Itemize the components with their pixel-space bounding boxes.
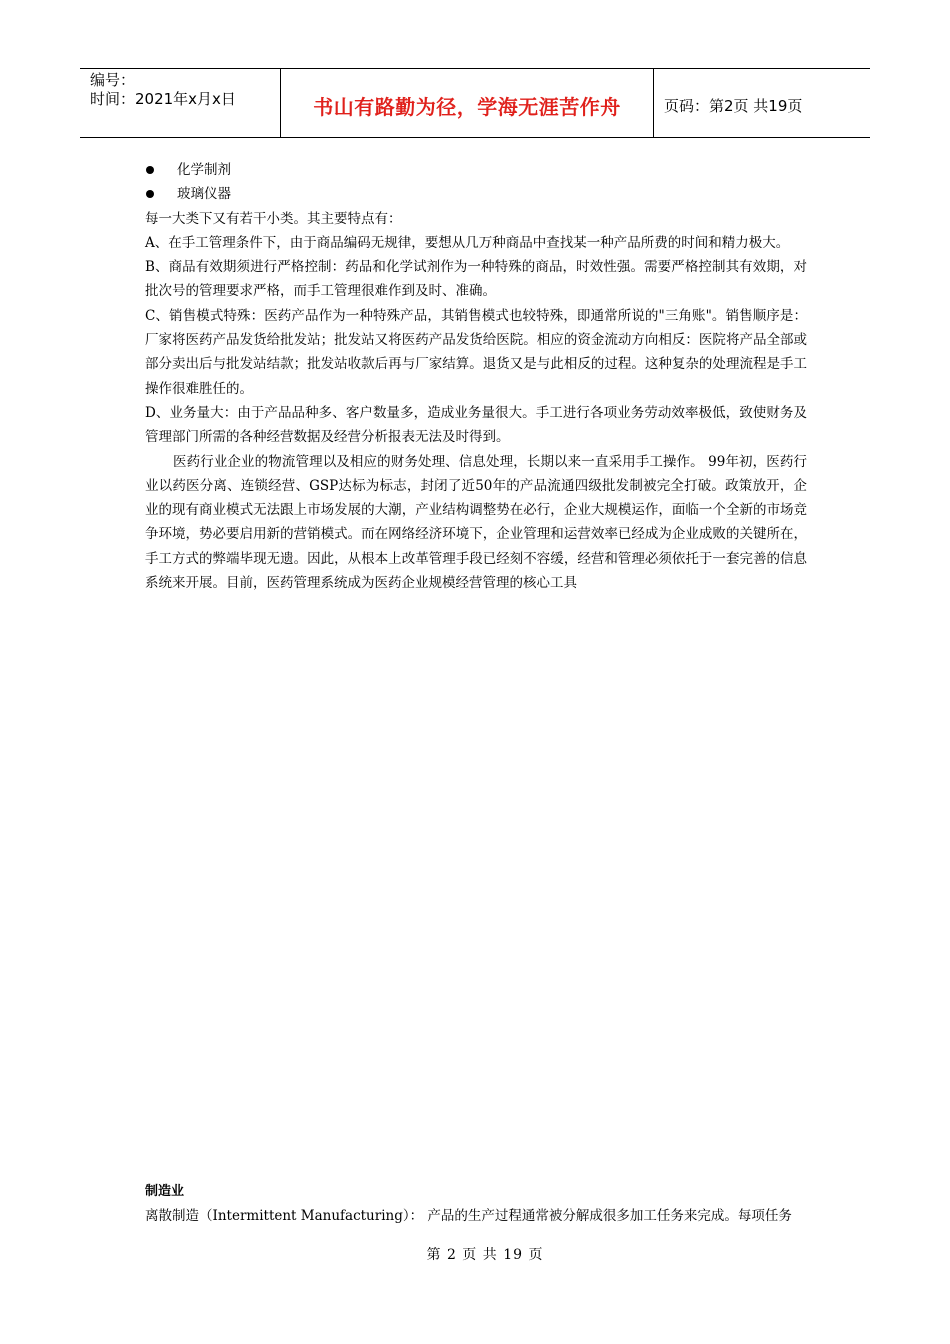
feature-a-paragraph: A、在手工管理条件下，由于商品编码无规律，要想从几万种商品中查找某一种产品所费的时间和精力极大。 <box>145 234 790 251</box>
header-page-cell <box>654 69 870 137</box>
list-item <box>145 158 807 182</box>
header-motto: 书山有路勤为径，学海无涯苦作舟 <box>313 94 621 119</box>
list-item-label: 化学制剂 <box>177 162 231 178</box>
header-motto-cell <box>281 69 654 137</box>
section-text: 离散制造（Intermittent Manufacturing）： 产品的生产过程通常被分解成很多加工任务来完成。每项任务 <box>145 1208 792 1224</box>
document-number: 编号： <box>90 71 136 89</box>
document-date: 时间：2021年x月x日 <box>90 90 236 108</box>
header-page-number: 页码：第2页 共19页 <box>664 96 803 115</box>
feature-c-paragraph: C、销售模式特殊：医药产品作为一种特殊产品，其销售模式也较特殊，即通常所说的"三角账"。销售顺序是：厂家将医药产品发货给批发站；批发站又将医药产品发货给医院。相应的资金流动方向相反：医院将产品全部或部分卖出后与批发站结款；批发站收款后再与厂家结算。退货又是与此相反的过程。这种复杂的处理流程是手工操作很难胜任的。 <box>145 307 807 397</box>
list-item <box>145 182 807 206</box>
feature-b-paragraph: B、商品有效期须进行严格控制：药品和化学试剂作为一种特殊的商品，时效性强。需要严格控制其有效期，对批次号的管理要求严格，而手工管理很难作到及时、准确。 <box>145 259 807 300</box>
list-item-label: 玻璃仪器 <box>177 186 231 203</box>
bullet-icon <box>146 190 154 198</box>
feature-d-paragraph: D、业务量大：由于产品品种多、客户数量多，造成业务量很大。手工进行各项业务劳动效率极低，致使财务及管理部门所需的各种经营数据及经营分析报表无法及时得到。 <box>145 404 807 446</box>
document-body <box>145 158 807 595</box>
page-footer: 第 2 页 共 19 页 <box>426 1247 544 1263</box>
page-header <box>80 68 870 138</box>
body-paragraph: 医药行业企业的物流管理以及相应的财务处理、信息处理，长期以来一直采用手工操作。 99年初，医药行业以药医分离、连锁经营、GSP达标为标志，封闭了近50年的产品流通四级批发制被完全打破。政策放开，企业的现有商业模式无法跟上市场发展的大潮，产业结构调整势在必行，企业大规模运作，面临一个全新的市场竞争环境，势必要启用新的营销模式。而在网络经济环境下，企业管理和运营效率已经成为企业成败的关键所在，手工方式的弊端毕现无遗。因此，从根本上改革管理手段已经刻不容缓，经营和管理必须依托于一套完善的信息系统来开展。目前，医药管理系统成为医药企业规模经营管理的核心工具 <box>145 453 807 592</box>
header-meta <box>80 69 281 137</box>
intro-paragraph: 每一大类下又有若干小类。其主要特点有： <box>145 210 402 227</box>
section-heading: 制造业 <box>145 1184 185 1199</box>
bullet-icon <box>146 166 154 174</box>
